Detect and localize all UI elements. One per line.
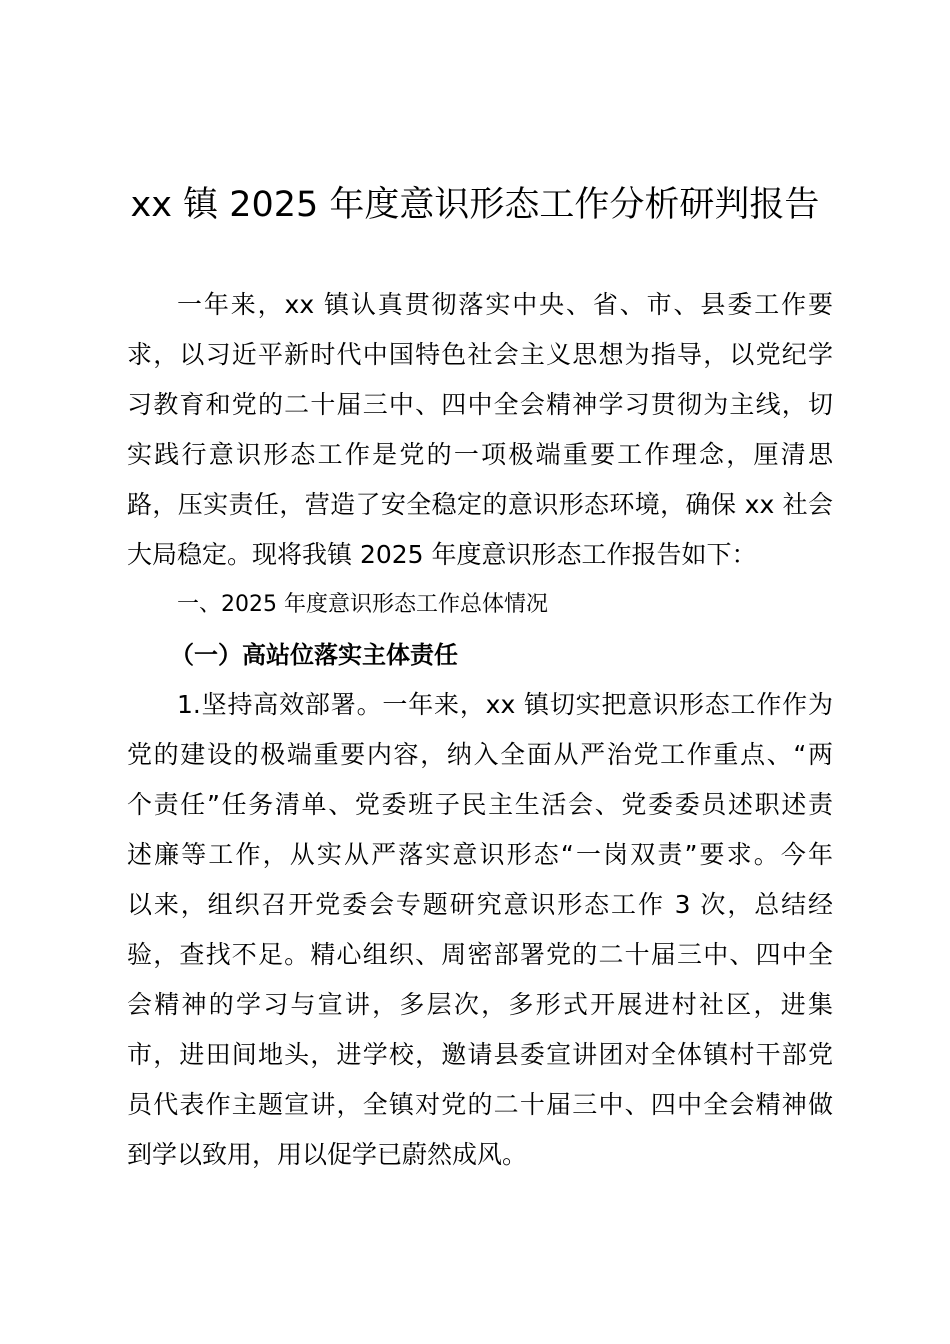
item1-line: 员代表作主题宣讲，全镇对党的二十届三中、四中全会精神做: [127, 1090, 833, 1119]
item1-line: 1.坚持高效部署。一年来，xx 镇切实把意识形态工作作为: [177, 690, 833, 719]
item1-line: 述廉等工作，从实从严落实意识形态“一岗双责”要求。今年: [127, 840, 833, 869]
intro-line: 路，压实责任，营造了安全稳定的意识形态环境，确保 xx 社会: [127, 490, 833, 519]
document-title: xx 镇 2025 年度意识形态工作分析研判报告: [130, 185, 820, 225]
item1-line: 以来，组织召开党委会专题研究意识形态工作 3 次，总结经: [127, 890, 833, 919]
item1-line: 党的建设的极端重要内容，纳入全面从严治党工作重点、“两: [127, 740, 833, 769]
item1-line: 验，查找不足。精心组织、周密部署党的二十届三中、四中全: [127, 940, 833, 969]
intro-line: 实践行意识形态工作是党的一项极端重要工作理念，厘清思: [127, 440, 833, 469]
item1-line: 市，进田间地头，进学校，邀请县委宣讲团对全体镇村干部党: [127, 1040, 833, 1069]
intro-line: 习教育和党的二十届三中、四中全会精神学习贯彻为主线，切: [127, 390, 833, 419]
intro-line: 大局稳定。现将我镇 2025 年度意识形态工作报告如下：: [127, 540, 757, 569]
subsection-heading: （一）高站位落实主体责任: [170, 641, 458, 669]
intro-line: 一年来，xx 镇认真贯彻落实中央、省、市、县委工作要: [177, 290, 833, 319]
item1-line: 个责任”任务清单、党委班子民主生活会、党委委员述职述责: [127, 790, 833, 819]
intro-line: 求，以习近平新时代中国特色社会主义思想为指导，以党纪学: [127, 340, 833, 369]
item1-line: 会精神的学习与宣讲，多层次，多形式开展进村社区，进集: [127, 990, 833, 1019]
item1-line: 到学以致用，用以促学已蔚然成风。: [127, 1140, 528, 1169]
section-heading: 一、2025 年度意识形态工作总体情况: [177, 592, 548, 617]
